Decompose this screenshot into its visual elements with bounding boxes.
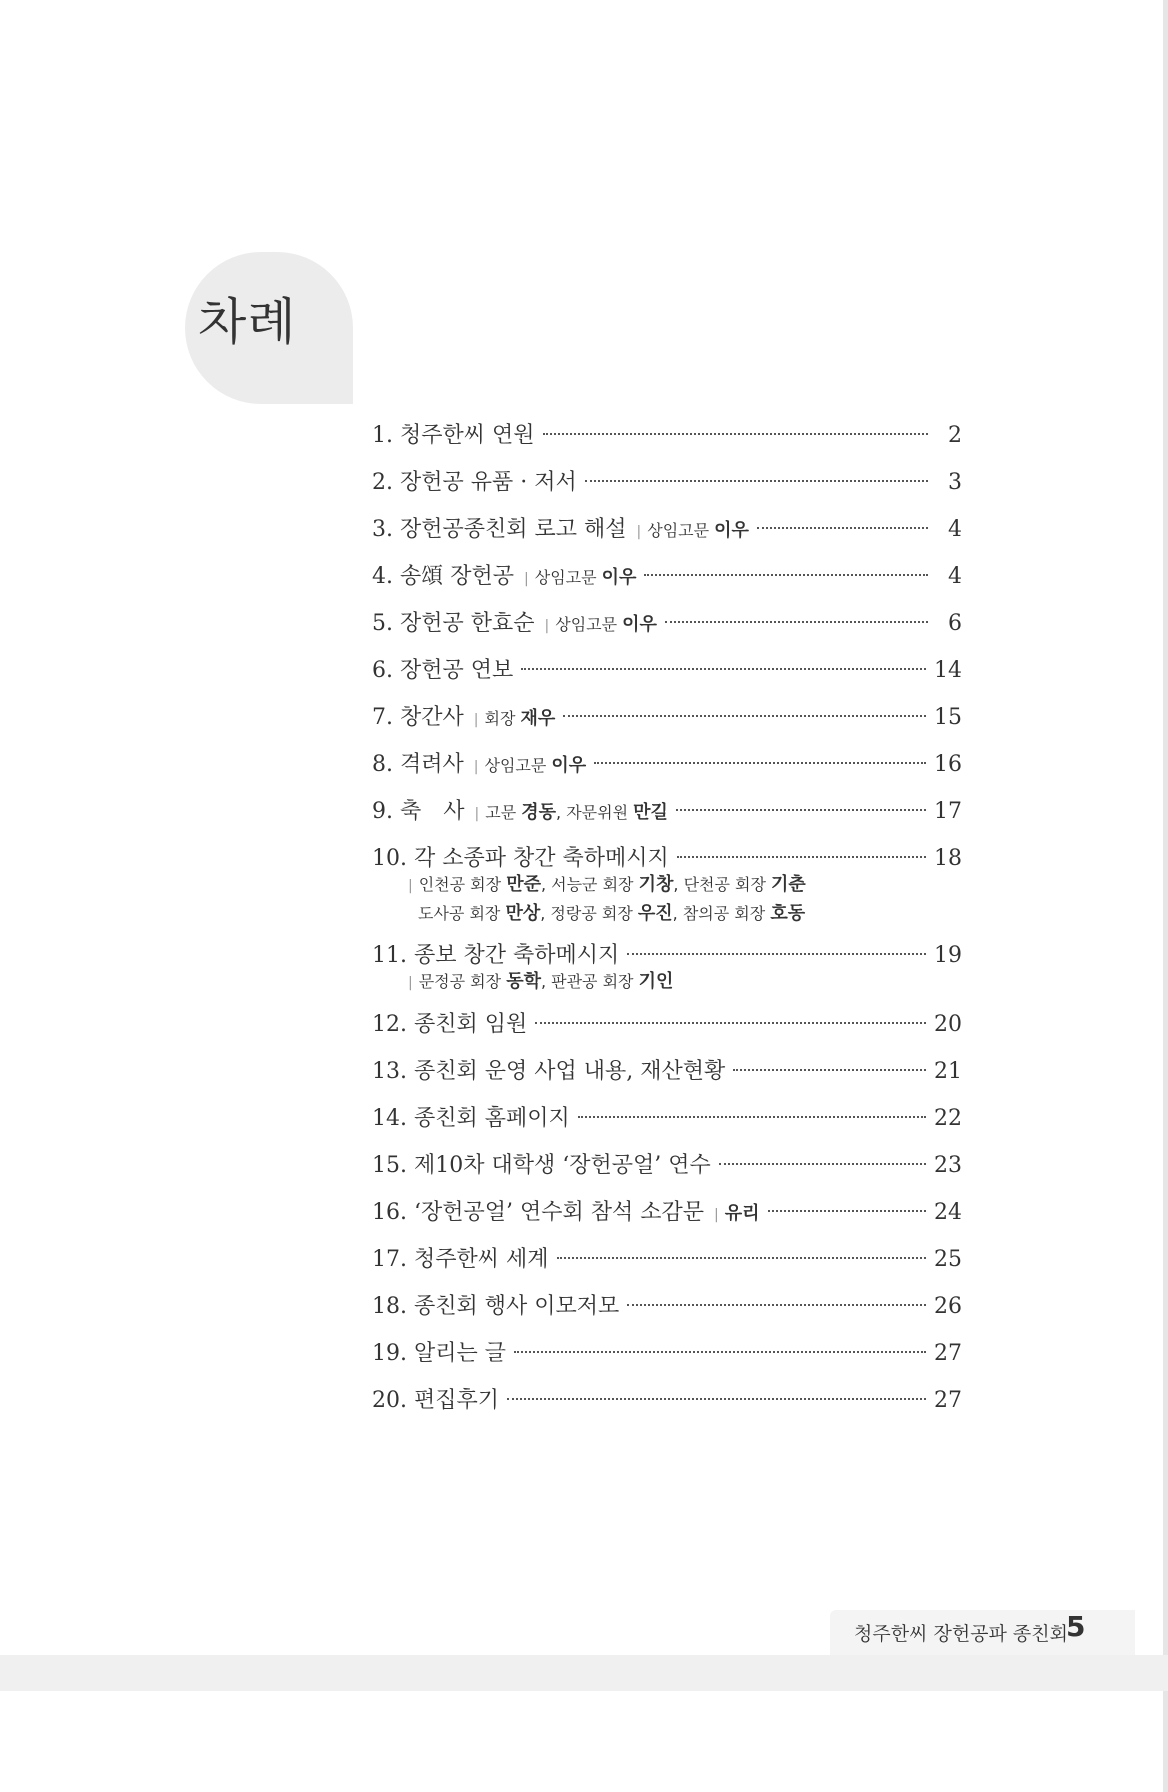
toc-entry-7[interactable] (372, 700, 962, 747)
author-name: 이우 (601, 567, 637, 588)
toc-title: ‘장헌공얼’ 연수회 참석 소감문 (414, 1200, 704, 1225)
table-of-contents (372, 418, 962, 1430)
author-role: 상임고문 (534, 568, 597, 587)
contributor-role: 정랑공 회장 (550, 904, 633, 923)
toc-page-number: 15 (934, 705, 962, 730)
toc-title: 장헌공 연보 (400, 658, 514, 683)
author-role: 상임고문 (484, 756, 547, 775)
dot-leader (733, 1069, 926, 1071)
contributor-name: 기춘 (771, 874, 806, 895)
toc-page-number: 27 (934, 1388, 962, 1413)
contributor-role: 문정공 회장 (418, 972, 502, 991)
toc-number: 2. (372, 470, 393, 495)
toc-page-number: 6 (948, 611, 962, 636)
footer-page-number: 5 (1066, 1610, 1086, 1643)
toc-entry-4[interactable] (372, 559, 962, 606)
toc-entry-3[interactable] (372, 512, 962, 559)
toc-author (714, 1196, 760, 1233)
toc-author (545, 607, 657, 644)
toc-page-number: 26 (934, 1294, 962, 1319)
toc-page-number: 4 (948, 517, 962, 542)
toc-entry-10[interactable] (372, 841, 962, 877)
page-edge-shadow (1163, 0, 1168, 1792)
author-role: 상임고문 (555, 615, 618, 634)
toc-number: 17. (372, 1247, 407, 1272)
toc-number: 6. (372, 658, 393, 683)
bottom-band (0, 1655, 1168, 1691)
toc-number: 13. (372, 1059, 407, 1084)
contributor-name: 우진 (637, 903, 673, 924)
author-name: 이우 (551, 755, 587, 776)
contributor-role: 인천공 회장 (418, 875, 502, 894)
contributor-role: 서능군 회장 (551, 875, 634, 894)
toc-entry-9[interactable] (372, 794, 962, 841)
toc-entry-15[interactable] (372, 1148, 962, 1195)
author-name: 이우 (622, 614, 657, 635)
contributor-role: 참의공 회장 (682, 904, 766, 923)
separator-bar: | (524, 571, 529, 587)
toc-title: 송頌 장헌공 (400, 564, 515, 589)
toc-title: 알리는 글 (414, 1341, 507, 1366)
toc-entry-8[interactable] (372, 747, 962, 794)
dot-leader (557, 1257, 926, 1259)
toc-entry-18[interactable] (372, 1289, 962, 1336)
contributor-name: 기창 (638, 874, 674, 895)
toc-entry-17[interactable] (372, 1242, 962, 1289)
toc-entry-1[interactable] (372, 418, 962, 465)
dot-leader (514, 1351, 926, 1353)
toc-number: 7. (372, 705, 393, 730)
toc-title: 격려사 (400, 752, 464, 777)
toc-number: 4. (372, 564, 393, 589)
author-name: 재우 (520, 708, 556, 729)
toc-page-number: 21 (934, 1059, 962, 1084)
toc-page-number: 27 (934, 1341, 962, 1366)
toc-number: 18. (372, 1294, 407, 1319)
contributor-name: 기인 (638, 971, 674, 992)
toc-title: 장헌공 한효순 (400, 611, 535, 636)
toc-entry-10-contributors (372, 871, 962, 928)
toc-author (637, 513, 749, 550)
separator-bar: | (474, 806, 480, 822)
toc-page-number: 2 (948, 423, 962, 448)
author-name: 유리 (724, 1203, 760, 1224)
toc-number: 8. (372, 752, 393, 777)
dot-leader (627, 953, 926, 955)
dot-leader (768, 1210, 927, 1212)
toc-title: 청주한씨 연원 (400, 423, 535, 448)
contributor-line: 도사공 회장 만상, 정랑공 회장 우진, 참의공 회장 호동 (418, 903, 806, 924)
separator-bar: | (636, 524, 642, 540)
author-name: 만길 (633, 802, 668, 823)
toc-entry-11[interactable] (372, 938, 962, 974)
author-name: 경동 (521, 802, 557, 823)
toc-number: 20. (372, 1388, 407, 1413)
toc-title: 장헌공종친회 로고 해설 (400, 517, 627, 542)
toc-entry-13[interactable] (372, 1054, 962, 1101)
toc-author (475, 795, 668, 832)
contributor-role: 도사공 회장 (418, 904, 501, 923)
toc-entry-6[interactable] (372, 653, 962, 700)
toc-title: 축 사 (400, 799, 465, 824)
footer-publication-name: 청주한씨 장헌공파 종친회 (854, 1623, 1068, 1645)
contributor-name: 만준 (506, 874, 541, 895)
toc-number: 15. (372, 1153, 407, 1178)
toc-page-number: 3 (948, 470, 962, 495)
toc-title: 청주한씨 세계 (414, 1247, 549, 1272)
toc-title: 창간사 (400, 705, 464, 730)
dot-leader (507, 1398, 926, 1400)
author-role: 회장 (484, 709, 516, 728)
toc-number: 12. (372, 1012, 407, 1037)
toc-page-number: 4 (948, 564, 962, 589)
toc-number: 19. (372, 1341, 407, 1366)
toc-title: 종친회 행사 이모저모 (414, 1294, 620, 1319)
toc-page-number: 14 (934, 658, 962, 683)
separator-bar: | (473, 759, 479, 775)
separator-bar: | (408, 975, 413, 991)
dot-leader (719, 1163, 926, 1165)
toc-title: 제10차 대학생 ‘장헌공얼’ 연수 (414, 1153, 711, 1178)
dot-leader (627, 1304, 926, 1306)
toc-page-number: 19 (934, 943, 962, 968)
toc-page-number: 25 (934, 1247, 962, 1272)
toc-page-number: 18 (934, 846, 962, 871)
dot-leader (535, 1022, 926, 1024)
dot-leader (543, 433, 928, 435)
contributor-name: 만상 (505, 903, 541, 924)
toc-page-number: 20 (934, 1012, 962, 1037)
dot-leader (594, 762, 926, 764)
separator-bar: | (544, 618, 550, 634)
toc-title: 각 소종파 창간 축하메시지 (414, 846, 669, 871)
toc-title: 장헌공 유품 · 저서 (400, 470, 577, 495)
contributor-line: | 문정공 회장 동학, 판관공 회장 기인 (408, 971, 674, 992)
toc-title: 종친회 운영 사업 내용, 재산현황 (414, 1059, 726, 1084)
dot-leader (677, 856, 926, 858)
contributor-role: 판관공 회장 (551, 972, 634, 991)
toc-author (474, 748, 586, 785)
toc-page-number: 22 (934, 1106, 962, 1131)
dot-leader (578, 1116, 926, 1118)
toc-number: 14. (372, 1106, 407, 1131)
contributor-name: 동학 (506, 971, 541, 992)
toc-page-number: 16 (934, 752, 962, 777)
toc-entry-19[interactable] (372, 1336, 962, 1383)
separator-bar: | (408, 878, 413, 894)
toc-number: 9. (372, 799, 393, 824)
toc-title: 종보 창간 축하메시지 (414, 943, 620, 968)
toc-entry-2[interactable] (372, 465, 962, 512)
page-title: 차례 (198, 293, 297, 351)
contributor-line: | 인천공 회장 만준, 서능군 회장 기창, 단천공 회장 기춘 (408, 874, 806, 895)
toc-entry-20[interactable] (372, 1383, 962, 1430)
toc-number: 5. (372, 611, 393, 636)
toc-title: 종친회 홈페이지 (414, 1106, 570, 1131)
dot-leader (676, 809, 926, 811)
contributor-name: 호동 (770, 903, 806, 924)
toc-page-number: 24 (934, 1200, 962, 1225)
toc-author (474, 701, 556, 738)
dot-leader (585, 480, 928, 482)
toc-entry-14[interactable] (372, 1101, 962, 1148)
toc-author (524, 560, 636, 597)
toc-number: 10. (372, 846, 407, 871)
separator-bar: | (714, 1207, 719, 1223)
toc-page-number: 17 (934, 799, 962, 824)
dot-leader (665, 621, 928, 623)
toc-number: 3. (372, 517, 393, 542)
toc-number: 16. (372, 1200, 407, 1225)
toc-page-number: 23 (934, 1153, 962, 1178)
toc-entry-5[interactable] (372, 606, 962, 653)
dot-leader (521, 668, 926, 670)
dot-leader (563, 715, 926, 717)
toc-number: 1. (372, 423, 393, 448)
toc-entry-12[interactable] (372, 1007, 962, 1054)
dot-leader (644, 574, 928, 576)
toc-title: 종친회 임원 (414, 1012, 528, 1037)
toc-entry-16[interactable] (372, 1195, 962, 1242)
toc-number: 11. (372, 943, 407, 968)
author-role: 고문 (485, 803, 517, 822)
author-role: 상임고문 (647, 521, 710, 540)
toc-title: 편집후기 (414, 1388, 500, 1413)
dot-leader (757, 527, 928, 529)
contributor-role: 단천공 회장 (683, 875, 766, 894)
author-name: 이우 (714, 520, 749, 541)
author-role: , 자문위원 (556, 803, 629, 822)
separator-bar: | (473, 712, 479, 728)
